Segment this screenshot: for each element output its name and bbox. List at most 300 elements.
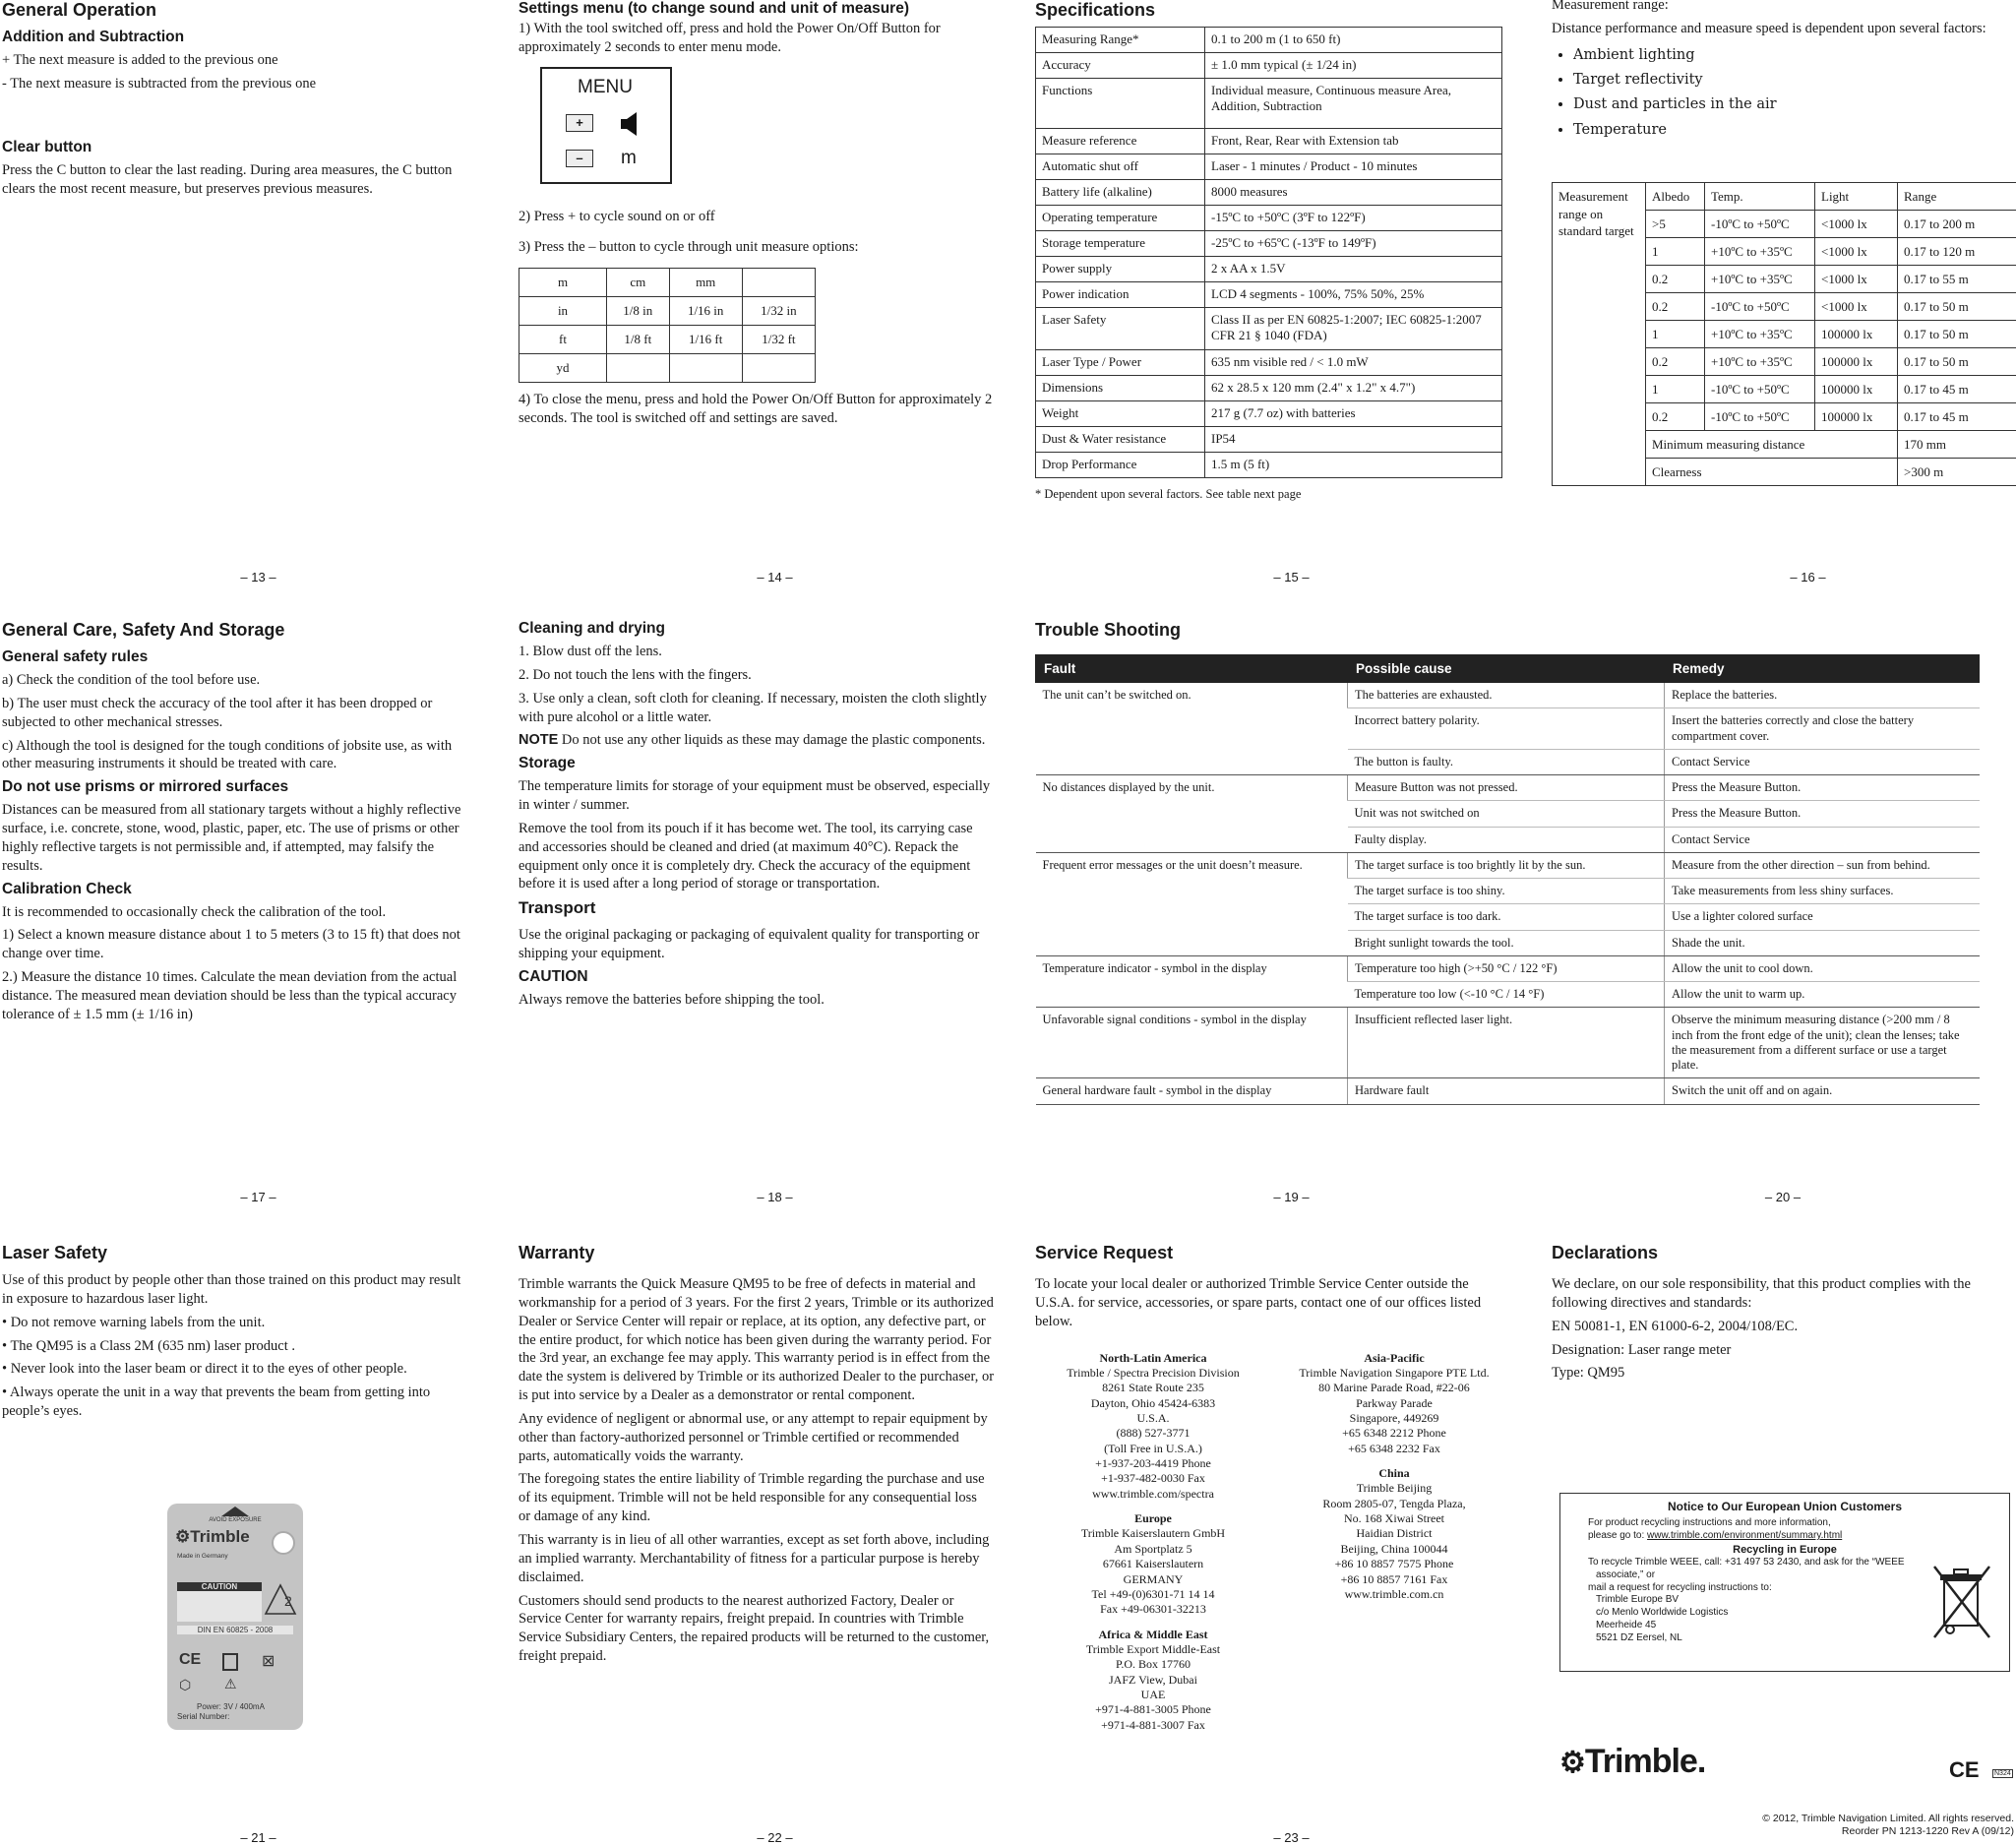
remedy-cell: Contact Service bbox=[1665, 749, 1980, 774]
page-title: Specifications bbox=[1035, 0, 1548, 21]
fault-cell: Unfavorable signal conditions - symbol in the display bbox=[1036, 1008, 1348, 1078]
label-brand bbox=[175, 1527, 250, 1547]
body-text: Use of this product by people other than those trained on this product may result in exposure to hazardous laser light. bbox=[2, 1271, 464, 1309]
table-cell: 0.2 bbox=[1646, 293, 1705, 321]
spec-label: Storage temperature bbox=[1036, 231, 1205, 257]
table-cell: 1/8 in bbox=[607, 297, 670, 326]
trimble-mark-icon: ⚙ bbox=[175, 1527, 190, 1546]
body-text: Measurement range: bbox=[1552, 0, 2016, 15]
office-line: No. 168 Xiwai Street bbox=[1276, 1511, 1512, 1526]
label-din-text: DIN EN 60825 - 2008 bbox=[177, 1626, 293, 1634]
body-text: Designation: Laser range meter bbox=[1552, 1341, 2014, 1360]
office-block bbox=[1035, 1351, 1271, 1503]
spec-label: Laser Type / Power bbox=[1036, 350, 1205, 376]
table-cell: -10ºC to +50ºC bbox=[1705, 403, 1815, 431]
body-text: + The next measure is added to the previous one bbox=[2, 51, 515, 70]
table-cell: <1000 lx bbox=[1815, 266, 1898, 293]
spec-value: 2 x AA x 1.5V bbox=[1205, 257, 1502, 282]
table-cell: 0.2 bbox=[1646, 266, 1705, 293]
table-cell bbox=[742, 354, 815, 383]
office-line: +86 10 8857 7161 Fax bbox=[1276, 1572, 1512, 1587]
cause-cell: The button is faulty. bbox=[1348, 749, 1665, 774]
min-distance-value: 170 mm bbox=[1898, 431, 2016, 459]
page-number: – 14 – bbox=[517, 570, 1033, 584]
label-circle bbox=[272, 1531, 295, 1555]
page-title: General Care, Safety And Storage bbox=[2, 620, 515, 641]
office-line: GERMANY bbox=[1035, 1572, 1271, 1587]
table-cell: 1/32 in bbox=[742, 297, 815, 326]
page-18 bbox=[517, 620, 1033, 1222]
office-line: (Toll Free in U.S.A.) bbox=[1035, 1442, 1271, 1456]
logo-text: Trimble. bbox=[1585, 1743, 1705, 1780]
office-line: 67661 Kaiserslautern bbox=[1035, 1557, 1271, 1571]
table-row bbox=[1036, 453, 1502, 478]
office-line: Trimble Navigation Singapore PTE Ltd. bbox=[1276, 1366, 1512, 1381]
table-cell: 0.2 bbox=[1646, 348, 1705, 376]
office-line: www.trimble.com/spectra bbox=[1035, 1487, 1271, 1502]
table-cell: 1/8 ft bbox=[607, 326, 670, 354]
weee-crossed-bin-icon bbox=[1930, 1563, 1995, 1641]
page-number: – 22 – bbox=[517, 1830, 1033, 1845]
label-caution-text: CAUTION bbox=[177, 1582, 262, 1591]
table-cell: yd bbox=[519, 354, 607, 383]
eu-notice-title: Notice to Our European Union Customers bbox=[1568, 1500, 2001, 1514]
table-cell: -10ºC to +50ºC bbox=[1705, 376, 1815, 403]
cause-cell: Unit was not switched on bbox=[1348, 801, 1665, 827]
office-region: China bbox=[1276, 1466, 1512, 1481]
page-13 bbox=[0, 0, 517, 602]
eu-line: associate,” or bbox=[1588, 1569, 2001, 1582]
spec-label: Accuracy bbox=[1036, 53, 1205, 79]
spec-value: Front, Rear, Rear with Extension tab bbox=[1205, 129, 1502, 154]
spec-value: 62 x 28.5 x 120 mm (2.4" x 1.2" x 4.7") bbox=[1205, 376, 1502, 401]
table-cell: m bbox=[519, 269, 607, 297]
table-row bbox=[1036, 180, 1502, 206]
body-text: b) The user must check the accuracy of the tool after it has been dropped or subjected to other mechanical stresses. bbox=[2, 695, 474, 732]
table-cell bbox=[742, 269, 815, 297]
spec-value: Class II as per EN 60825-1:2007; IEC 60825-1:2007 CFR 21 § 1040 (FDA) bbox=[1205, 308, 1502, 350]
remedy-cell: Take measurements from less shiny surfaces. bbox=[1665, 879, 1980, 904]
remedy-cell: Contact Service bbox=[1665, 827, 1980, 852]
body-text: a) Check the condition of the tool before use. bbox=[2, 671, 515, 690]
office-line: P.O. Box 17760 bbox=[1035, 1657, 1271, 1672]
spec-value: 1.5 m (5 ft) bbox=[1205, 453, 1502, 478]
units-table bbox=[519, 268, 816, 383]
office-block bbox=[1276, 1466, 1512, 1602]
office-line: +65 6348 2232 Fax bbox=[1276, 1442, 1512, 1456]
body-text: 3. Use only a clean, soft cloth for cleaning. If necessary, moisten the cloth slightly with pure alcohol or a little water. bbox=[519, 690, 991, 727]
eu-line bbox=[1588, 1530, 2001, 1543]
table-row bbox=[1036, 955, 1980, 981]
page-23 bbox=[1033, 1243, 1550, 1843]
spec-label: Automatic shut off bbox=[1036, 154, 1205, 180]
spec-value: LCD 4 segments - 100%, 75% 50%, 25% bbox=[1205, 282, 1502, 308]
recycling-link[interactable]: www.trimble.com/environment/summary.html bbox=[1647, 1530, 1842, 1541]
spec-label: Power indication bbox=[1036, 282, 1205, 308]
office-line: Trimble Export Middle-East bbox=[1035, 1642, 1271, 1657]
table-cell: +10ºC to +35ºC bbox=[1705, 348, 1815, 376]
table-cell: 100000 lx bbox=[1815, 376, 1898, 403]
table-header-cell: Possible cause bbox=[1348, 655, 1665, 683]
eu-link-prefix: please go to: bbox=[1588, 1530, 1647, 1541]
table-cell: 0.17 to 120 m bbox=[1898, 238, 2016, 266]
label-brand-text: Trimble bbox=[190, 1527, 249, 1546]
page-title: Laser Safety bbox=[2, 1243, 515, 1263]
spec-label: Power supply bbox=[1036, 257, 1205, 282]
table-header-cell: Temp. bbox=[1705, 183, 1815, 211]
table-row bbox=[1036, 257, 1502, 282]
body-text: • The QM95 is a Class 2M (635 nm) laser product . bbox=[2, 1337, 515, 1356]
spec-value: IP54 bbox=[1205, 427, 1502, 453]
eu-line: mail a request for recycling instructions to: bbox=[1588, 1582, 2001, 1595]
footnote: * Dependent upon several factors. See table next page bbox=[1035, 486, 1548, 502]
section-heading: Do not use prisms or mirrored surfaces bbox=[2, 778, 515, 796]
table-cell: 0.17 to 45 m bbox=[1898, 376, 2016, 403]
ce-mark-icon: CE bbox=[179, 1651, 201, 1669]
page-title: Trouble Shooting bbox=[1035, 620, 2014, 641]
table-cell: 0.2 bbox=[1646, 403, 1705, 431]
spec-label: Operating temperature bbox=[1036, 206, 1205, 231]
table-cell: mm bbox=[669, 269, 742, 297]
table-cell: +10ºC to +35ºC bbox=[1705, 238, 1815, 266]
menu-label: MENU bbox=[578, 77, 633, 98]
office-line: Singapore, 449269 bbox=[1276, 1411, 1512, 1426]
table-cell: ft bbox=[519, 326, 607, 354]
trimble-globe-icon: ⚙ bbox=[1559, 1747, 1585, 1779]
eu-line: To recycle Trimble WEEE, call: +31 497 53 2430, and ask for the “WEEE bbox=[1588, 1557, 2001, 1569]
table-cell: 0.17 to 50 m bbox=[1898, 321, 2016, 348]
office-column-right bbox=[1276, 1351, 1512, 1613]
table-row bbox=[1036, 683, 1980, 708]
spec-value: ± 1.0 mm typical (± 1/24 in) bbox=[1205, 53, 1502, 79]
table-cell: 1 bbox=[1646, 376, 1705, 403]
remedy-cell: Observe the minimum measuring distance (>200 mm / 8 inch from the front edge of the unit); clean the lenses; take the measurement from a different surface or use a target plate. bbox=[1665, 1008, 1980, 1078]
body-text: EN 50081-1, EN 61000-6-2, 2004/108/EC. bbox=[1552, 1318, 2014, 1336]
cause-cell: Temperature too high (>+50 °C / 122 °F) bbox=[1348, 955, 1665, 981]
page-title: Warranty bbox=[519, 1243, 1031, 1263]
body-text: 2. Do not touch the lens with the fingers. bbox=[519, 666, 1031, 685]
body-text: Press the C button to clear the last reading. During area measures, the C button clears the most recent measure, but preserves previous measures. bbox=[2, 161, 455, 199]
warning-triangle-icon bbox=[221, 1507, 249, 1516]
page-title: Declarations bbox=[1552, 1243, 2014, 1263]
cause-cell: Faulty display. bbox=[1348, 827, 1665, 852]
spec-label: Measure reference bbox=[1036, 129, 1205, 154]
table-cell: 100000 lx bbox=[1815, 321, 1898, 348]
remedy-cell: Shade the unit. bbox=[1665, 930, 1980, 955]
factor-list bbox=[1552, 43, 2016, 144]
page-15 bbox=[1033, 0, 1550, 602]
body-text: Use the original packaging or packaging of equivalent quality for transporting or shipping your equipment. bbox=[519, 926, 981, 963]
cause-cell: Bright sunlight towards the tool. bbox=[1348, 930, 1665, 955]
table-cell: 0.17 to 200 m bbox=[1898, 211, 2016, 238]
battery-icon bbox=[222, 1653, 238, 1671]
table-cell: <1000 lx bbox=[1815, 238, 1898, 266]
table-cell: -10ºC to +50ºC bbox=[1705, 293, 1815, 321]
list-item: • Temperature bbox=[1573, 118, 2016, 143]
cause-cell: Hardware fault bbox=[1348, 1078, 1665, 1104]
table-row bbox=[1036, 401, 1502, 427]
page-title: Service Request bbox=[1035, 1243, 1548, 1263]
page-number: – 13 – bbox=[0, 570, 517, 584]
body-text: 1) With the tool switched off, press and hold the Power On/Off Button for approximately 2 seconds to enter menu mode. bbox=[519, 20, 991, 57]
office-line: Room 2805-07, Tengda Plaza, bbox=[1276, 1497, 1512, 1511]
weee-bin-icon: ⊠ bbox=[262, 1651, 275, 1671]
table-cell: +10ºC to +35ºC bbox=[1705, 266, 1815, 293]
table-row bbox=[1036, 282, 1502, 308]
body-text: • Always operate the unit in a way that prevents the beam from getting into people’s eyes. bbox=[2, 1384, 464, 1421]
cause-cell: Insufficient reflected laser light. bbox=[1348, 1008, 1665, 1078]
page-17 bbox=[0, 620, 517, 1222]
label-serial-text: Serial Number: bbox=[177, 1712, 229, 1721]
body-text: - The next measure is subtracted from the previous one bbox=[2, 75, 515, 93]
fault-cell: General hardware fault - symbol in the display bbox=[1036, 1078, 1348, 1104]
page-19 bbox=[1033, 620, 2016, 1222]
measurement-range-table bbox=[1552, 182, 2016, 486]
cause-cell: Incorrect battery polarity. bbox=[1348, 708, 1665, 750]
remedy-cell: Use a lighter colored surface bbox=[1665, 904, 1980, 930]
section-heading: General safety rules bbox=[2, 648, 515, 666]
office-region: North-Latin America bbox=[1035, 1351, 1271, 1366]
label-power-text: Power: 3V / 400mA bbox=[197, 1702, 265, 1711]
table-header-cell: Light bbox=[1815, 183, 1898, 211]
table-cell bbox=[607, 354, 670, 383]
cause-cell: The target surface is too shiny. bbox=[1348, 879, 1665, 904]
section-heading: Transport bbox=[519, 898, 1031, 918]
table-cell: 0.17 to 50 m bbox=[1898, 348, 2016, 376]
table-header-cell: Remedy bbox=[1665, 655, 1980, 683]
note-body: Do not use any other liquids as these may damage the plastic components. bbox=[558, 732, 985, 748]
office-line: Tel +49-(0)6301-71 14 14 bbox=[1035, 1587, 1271, 1602]
table-cell: <1000 lx bbox=[1815, 293, 1898, 321]
spec-value: Individual measure, Continuous measure Area, Addition, Subtraction bbox=[1205, 79, 1502, 129]
table-row bbox=[1036, 53, 1502, 79]
ce-mark: CE bbox=[1949, 1757, 1980, 1783]
table-header-cell: Fault bbox=[1036, 655, 1348, 683]
table-cell: 0.17 to 55 m bbox=[1898, 266, 2016, 293]
body-text: 1. Blow dust off the lens. bbox=[519, 643, 1031, 661]
table-cell: <1000 lx bbox=[1815, 211, 1898, 238]
table-row bbox=[1036, 231, 1502, 257]
table-cell: 1/32 ft bbox=[742, 326, 815, 354]
table-row bbox=[1036, 350, 1502, 376]
list-item: • Target reflectivity bbox=[1573, 68, 2016, 92]
office-line: +1-937-482-0030 Fax bbox=[1035, 1471, 1271, 1486]
office-region: Africa & Middle East bbox=[1035, 1628, 1271, 1642]
table-row bbox=[519, 326, 816, 354]
section-heading: Calibration Check bbox=[2, 881, 515, 898]
remedy-cell: Switch the unit off and on again. bbox=[1665, 1078, 1980, 1104]
table-header-cell: Range bbox=[1898, 183, 2016, 211]
caution-triangle-icon: ⚠ bbox=[224, 1676, 237, 1692]
remedy-cell: Press the Measure Button. bbox=[1665, 801, 1980, 827]
cause-cell: The target surface is too brightly lit by the sun. bbox=[1348, 852, 1665, 878]
table-row bbox=[1036, 79, 1502, 129]
body-text: Distances can be measured from all stationary targets without a highly reflective surface, i.e. concrete, stone, wood, plastic, paper, etc. The use of prisms or other highly reflective targets is not permissible and, if attempted, may falsify the results. bbox=[2, 801, 474, 875]
page-title: Settings menu (to change sound and unit of measure) bbox=[519, 0, 1031, 18]
office-line: Parkway Parade bbox=[1276, 1396, 1512, 1411]
table-cell: 100000 lx bbox=[1815, 348, 1898, 376]
spec-value: Laser - 1 minutes / Product - 10 minutes bbox=[1205, 154, 1502, 180]
cause-cell: Temperature too low (<-10 °C / 14 °F) bbox=[1348, 982, 1665, 1008]
office-line: 8261 State Route 235 bbox=[1035, 1381, 1271, 1395]
plus-key: + bbox=[566, 114, 593, 132]
spec-label: Functions bbox=[1036, 79, 1205, 129]
body-text: This warranty is in lieu of all other warranties, except as set forth above, including an implied warranty. Merchantability of fitness for a particular purpose is hereby disclaimed. bbox=[519, 1531, 996, 1587]
reorder-number: Reorder PN 1213-1220 Rev A (09/12) bbox=[1842, 1825, 2014, 1837]
table-cell: 1 bbox=[1646, 321, 1705, 348]
eu-address-line: c/o Menlo Worldwide Logistics bbox=[1596, 1607, 2001, 1620]
spec-value: -25ºC to +65ºC (-13ºF to 149ºF) bbox=[1205, 231, 1502, 257]
office-block bbox=[1035, 1511, 1271, 1618]
laser-class-triangle-icon bbox=[264, 1582, 297, 1616]
body-text: Distance performance and measure speed is dependent upon several factors: bbox=[1552, 20, 2014, 38]
table-row bbox=[519, 297, 816, 326]
page-14 bbox=[517, 0, 1033, 602]
clearness-label: Clearness bbox=[1646, 459, 1898, 486]
page-number: – 17 – bbox=[0, 1190, 517, 1204]
remedy-cell: Allow the unit to warm up. bbox=[1665, 982, 1980, 1008]
eu-address-line: Trimble Europe BV bbox=[1596, 1594, 2001, 1607]
table-cell: 1/16 in bbox=[669, 297, 742, 326]
laser-warning-label bbox=[167, 1504, 303, 1730]
office-line: UAE bbox=[1035, 1688, 1271, 1702]
eu-address-line: 5521 DZ Eersel, NL bbox=[1596, 1632, 2001, 1645]
page-21 bbox=[0, 1243, 517, 1843]
table-row bbox=[1036, 308, 1502, 350]
note-text bbox=[519, 731, 991, 750]
body-text: We declare, on our sole responsibility, that this product complies with the following directives and standards: bbox=[1552, 1275, 2014, 1313]
cause-cell: The target surface is too dark. bbox=[1348, 904, 1665, 930]
office-block bbox=[1035, 1628, 1271, 1734]
office-line: Fax +49-06301-32213 bbox=[1035, 1602, 1271, 1617]
office-line: +971-4-881-3005 Phone bbox=[1035, 1702, 1271, 1717]
office-line: +1-937-203-4419 Phone bbox=[1035, 1456, 1271, 1471]
eu-line: For product recycling instructions and more information, bbox=[1588, 1517, 2001, 1530]
fault-cell: Temperature indicator - symbol in the display bbox=[1036, 955, 1348, 1008]
table-row bbox=[1036, 206, 1502, 231]
body-text: The temperature limits for storage of your equipment must be observed, especially in winter / summer. bbox=[519, 777, 991, 815]
table-header-cell: Albedo bbox=[1646, 183, 1705, 211]
table-cell: 1 bbox=[1646, 238, 1705, 266]
office-line: Trimble / Spectra Precision Division bbox=[1035, 1366, 1271, 1381]
page-title: General Operation bbox=[2, 0, 515, 21]
speaker-icon bbox=[619, 110, 641, 138]
label-made-text: Made in Germany bbox=[177, 1553, 228, 1560]
page-number: – 15 – bbox=[1033, 570, 1550, 584]
spec-label: Battery life (alkaline) bbox=[1036, 180, 1205, 206]
table-cell: +10ºC to +35ºC bbox=[1705, 321, 1815, 348]
clearness-value: >300 m bbox=[1898, 459, 2016, 486]
cause-cell: Measure Button was not pressed. bbox=[1348, 775, 1665, 801]
spec-value: 8000 measures bbox=[1205, 180, 1502, 206]
n-code: N324 bbox=[1992, 1769, 2013, 1778]
office-line: 80 Marine Parade Road, #22-06 bbox=[1276, 1381, 1512, 1395]
body-text: Remove the tool from its pouch if it has become wet. The tool, its carrying case and accessories should be cleaned and dried (at maximum 40°C). Repack the equipment only once it is completely dry. Check the accuracy of the equipment before it is used after a long period of storage or transportation. bbox=[519, 820, 996, 893]
spec-label: Measuring Range* bbox=[1036, 28, 1205, 53]
fault-cell: No distances displayed by the unit. bbox=[1036, 775, 1348, 853]
eu-recycling-heading: Recycling in Europe bbox=[1568, 1543, 2001, 1557]
svg-text:2: 2 bbox=[284, 1593, 292, 1609]
section-heading: Cleaning and drying bbox=[519, 620, 1031, 638]
label-caution-box bbox=[177, 1582, 262, 1622]
office-line: Trimble Beijing bbox=[1276, 1481, 1512, 1496]
page-number: – 21 – bbox=[0, 1830, 517, 1845]
office-line: Trimble Kaiserslautern GmbH bbox=[1035, 1526, 1271, 1541]
office-line: JAFZ View, Dubai bbox=[1035, 1673, 1271, 1688]
min-distance-label: Minimum measuring distance bbox=[1646, 431, 1898, 459]
remedy-cell: Replace the batteries. bbox=[1665, 683, 1980, 708]
remedy-cell: Insert the batteries correctly and close the battery compartment cover. bbox=[1665, 708, 1980, 750]
office-line: Beijing, China 100044 bbox=[1276, 1542, 1512, 1557]
menu-display-illustration bbox=[540, 67, 672, 184]
office-line: Haidian District bbox=[1276, 1526, 1512, 1541]
body-text: 2.) Measure the distance 10 times. Calculate the mean deviation from the actual distance. The measured mean deviation should be less than the typical accuracy tolerance of ± 1.5 mm (± 1/16 in) bbox=[2, 968, 474, 1024]
fault-cell: Frequent error messages or the unit doesn’t measure. bbox=[1036, 852, 1348, 955]
table-row bbox=[1036, 154, 1502, 180]
body-text: 1) Select a known measure distance about 1 to 5 meters (3 to 15 ft) that does not change over time. bbox=[2, 926, 474, 963]
section-heading: Addition and Subtraction bbox=[2, 29, 515, 46]
office-block bbox=[1276, 1351, 1512, 1457]
office-region: Europe bbox=[1035, 1511, 1271, 1526]
table-row bbox=[1036, 28, 1502, 53]
trouble-shooting-table bbox=[1035, 654, 1980, 1105]
office-line: U.S.A. bbox=[1035, 1411, 1271, 1426]
office-line: Dayton, Ohio 45424-6383 bbox=[1035, 1396, 1271, 1411]
body-text: Always remove the batteries before shipping the tool. bbox=[519, 991, 1031, 1010]
table-cell: >5 bbox=[1646, 211, 1705, 238]
body-text: Trimble warrants the Quick Measure QM95 to be free of defects in material and workmanship for a period of 3 years. For the first 2 years, Trimble or its authorized Dealer or Service Center will repair or replace, at its option, any defective part, or the entire product, for which notice has been given during the warranty period. For the 3rd year, an exchange fee may apply. This warranty period is in effect from the date the system is delivered by Trimble or its authorized Dealer to the purchaser, or is put into service by a Dealer as a demonstrator or rental component. bbox=[519, 1275, 996, 1405]
warning-icon: ⬡ bbox=[179, 1677, 191, 1693]
spec-label: Laser Safety bbox=[1036, 308, 1205, 350]
page-number: – 18 – bbox=[517, 1190, 1033, 1204]
office-list bbox=[1035, 1351, 1548, 1794]
body-text: It is recommended to occasionally check the calibration of the tool. bbox=[2, 903, 515, 922]
table-cell: in bbox=[519, 297, 607, 326]
table-row bbox=[1036, 376, 1502, 401]
office-line: +971-4-881-3007 Fax bbox=[1035, 1718, 1271, 1733]
remedy-cell: Press the Measure Button. bbox=[1665, 775, 1980, 801]
body-text: c) Although the tool is designed for the tough conditions of jobsite use, as with other measuring instruments it should be treated with care. bbox=[2, 737, 474, 774]
spec-value: 0.1 to 200 m (1 to 650 ft) bbox=[1205, 28, 1502, 53]
table-row bbox=[519, 354, 816, 383]
office-line: Am Sportplatz 5 bbox=[1035, 1542, 1271, 1557]
table-row bbox=[1036, 852, 1980, 878]
eu-notice-box bbox=[1559, 1493, 2010, 1672]
page-number: – 23 – bbox=[1033, 1830, 1550, 1845]
body-text: • Do not remove warning labels from the unit. bbox=[2, 1314, 515, 1332]
page-number: – 19 – bbox=[1033, 1190, 1550, 1204]
table-cell: 0.17 to 45 m bbox=[1898, 403, 2016, 431]
table-row bbox=[1036, 1078, 1980, 1104]
table-row bbox=[1036, 1008, 1980, 1078]
copyright: © 2012, Trimble Navigation Limited. All rights reserved. bbox=[1762, 1813, 2014, 1824]
page-24 bbox=[1550, 1243, 2016, 1843]
minus-key: – bbox=[566, 150, 593, 167]
section-heading: CAUTION bbox=[519, 968, 1031, 986]
table-row bbox=[1036, 427, 1502, 453]
list-item: • Ambient lighting bbox=[1573, 43, 2016, 68]
office-region: Asia-Pacific bbox=[1276, 1351, 1512, 1366]
body-text: • Never look into the laser beam or direct it to the eyes of other people. bbox=[2, 1360, 515, 1379]
body-text: To locate your local dealer or authorized Trimble Service Center outside the U.S.A. for service, accessories, or spare parts, contact one of our offices listed below. bbox=[1035, 1275, 1502, 1331]
section-heading: Clear button bbox=[2, 139, 515, 156]
remedy-cell: Allow the unit to cool down. bbox=[1665, 955, 1980, 981]
table-cell bbox=[669, 354, 742, 383]
office-column-left bbox=[1035, 1351, 1271, 1744]
page-number: – 20 – bbox=[1550, 1190, 2016, 1204]
spec-value: -15ºC to +50ºC (3ºF to 122ºF) bbox=[1205, 206, 1502, 231]
spec-label: Drop Performance bbox=[1036, 453, 1205, 478]
